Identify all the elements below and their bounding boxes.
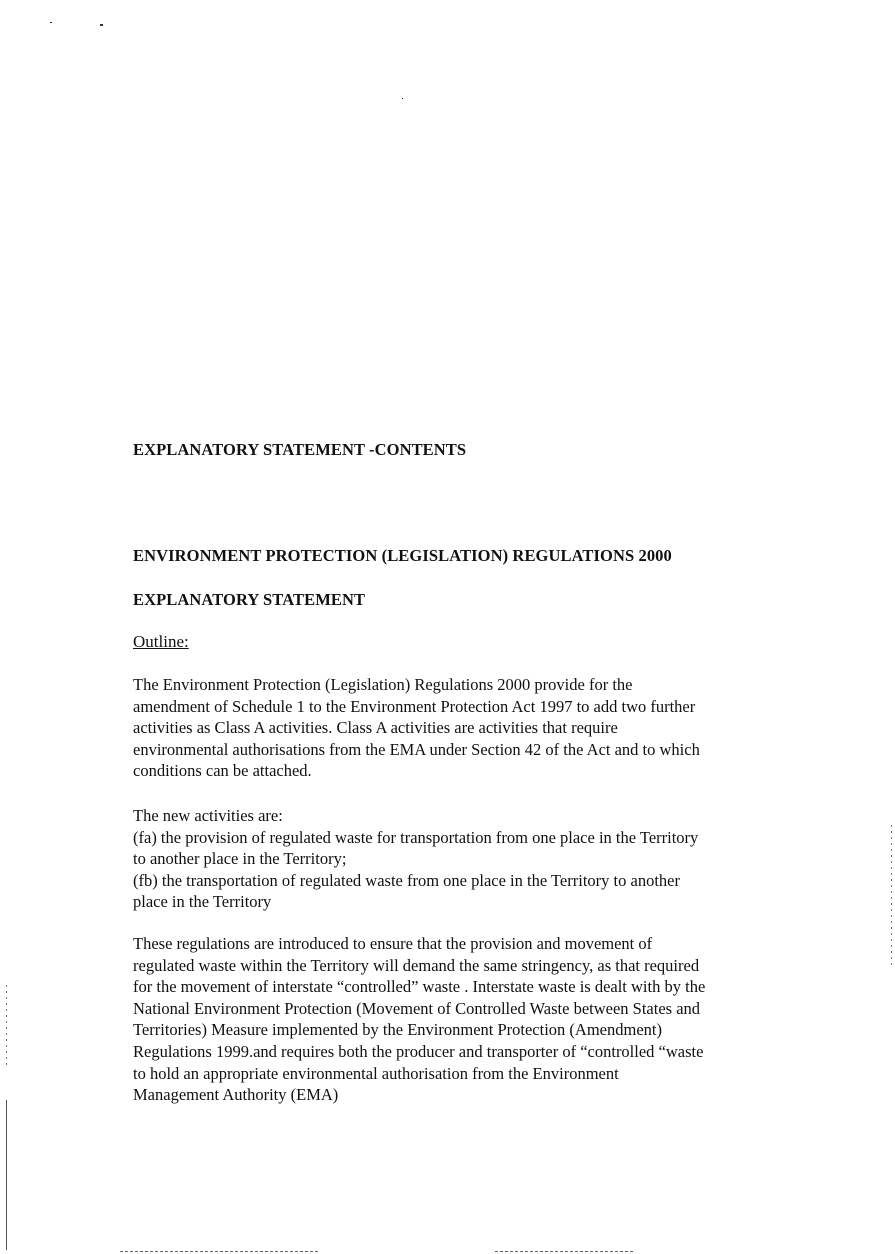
paragraph-intro (133, 674, 773, 782)
paragraph-purpose (133, 933, 773, 1106)
paragraph-line: The new activities are: (133, 806, 283, 825)
activity-fb-line: place in the Territory (133, 892, 272, 912)
scan-speck (402, 98, 403, 99)
scan-bottom-marks (495, 1251, 635, 1252)
paragraph-line: Regulations 1999.and requires both the producer and transporter of “controlled “waste (133, 1041, 704, 1061)
paragraph-line: regulated waste within the Territory will demand the same stringency, as that required (133, 955, 700, 975)
outline-label: Outline: (133, 632, 189, 651)
paragraph-line: environmental authorisations from the EMA under Section 42 of the Act and to which (133, 739, 700, 759)
paragraph-activities (133, 805, 773, 913)
paragraph-line: conditions can be attached. (133, 761, 312, 781)
paragraph-line: to hold an appropriate environmental authorisation from the Environment (133, 1063, 619, 1083)
paragraph-line: activities as Class A activities. Class A activities are activities that require (133, 718, 618, 738)
activity-fa-line: (fa) the provision of regulated waste for transportation from one place in the Territory (133, 827, 699, 847)
contents-heading: EXPLANATORY STATEMENT -CONTENTS (133, 440, 467, 459)
activity-fa-line: to another place in the Territory; (133, 849, 347, 869)
activity-fb-line: (fb) the transportation of regulated waste from one place in the Territory to another (133, 870, 680, 890)
scan-edge-marks (6, 985, 7, 1065)
paragraph-line: Territories) Measure implemented by the Environment Protection (Amendment) (133, 1020, 662, 1040)
paragraph-line: amendment of Schedule 1 to the Environment Protection Act 1997 to add two further (133, 696, 696, 716)
paragraph-line: for the movement of interstate “controlled” waste . Interstate waste is dealt with by the (133, 977, 706, 997)
statement-title: EXPLANATORY STATEMENT (133, 590, 366, 609)
scan-speck (50, 22, 52, 23)
scan-bottom-marks (120, 1251, 320, 1252)
paragraph-line: The Environment Protection (Legislation) Regulations 2000 provide for the (133, 675, 633, 694)
regulation-title: ENVIRONMENT PROTECTION (LEGISLATION) REGULATIONS 2000 (133, 546, 672, 565)
scan-edge-line (6, 1100, 7, 1250)
scan-speck (100, 24, 103, 26)
scan-edge-marks (891, 825, 892, 965)
paragraph-line: These regulations are introduced to ensure that the provision and movement of (133, 934, 653, 953)
paragraph-line: National Environment Protection (Movement of Controlled Waste between States and (133, 998, 701, 1018)
paragraph-line: Management Authority (EMA) (133, 1085, 339, 1105)
